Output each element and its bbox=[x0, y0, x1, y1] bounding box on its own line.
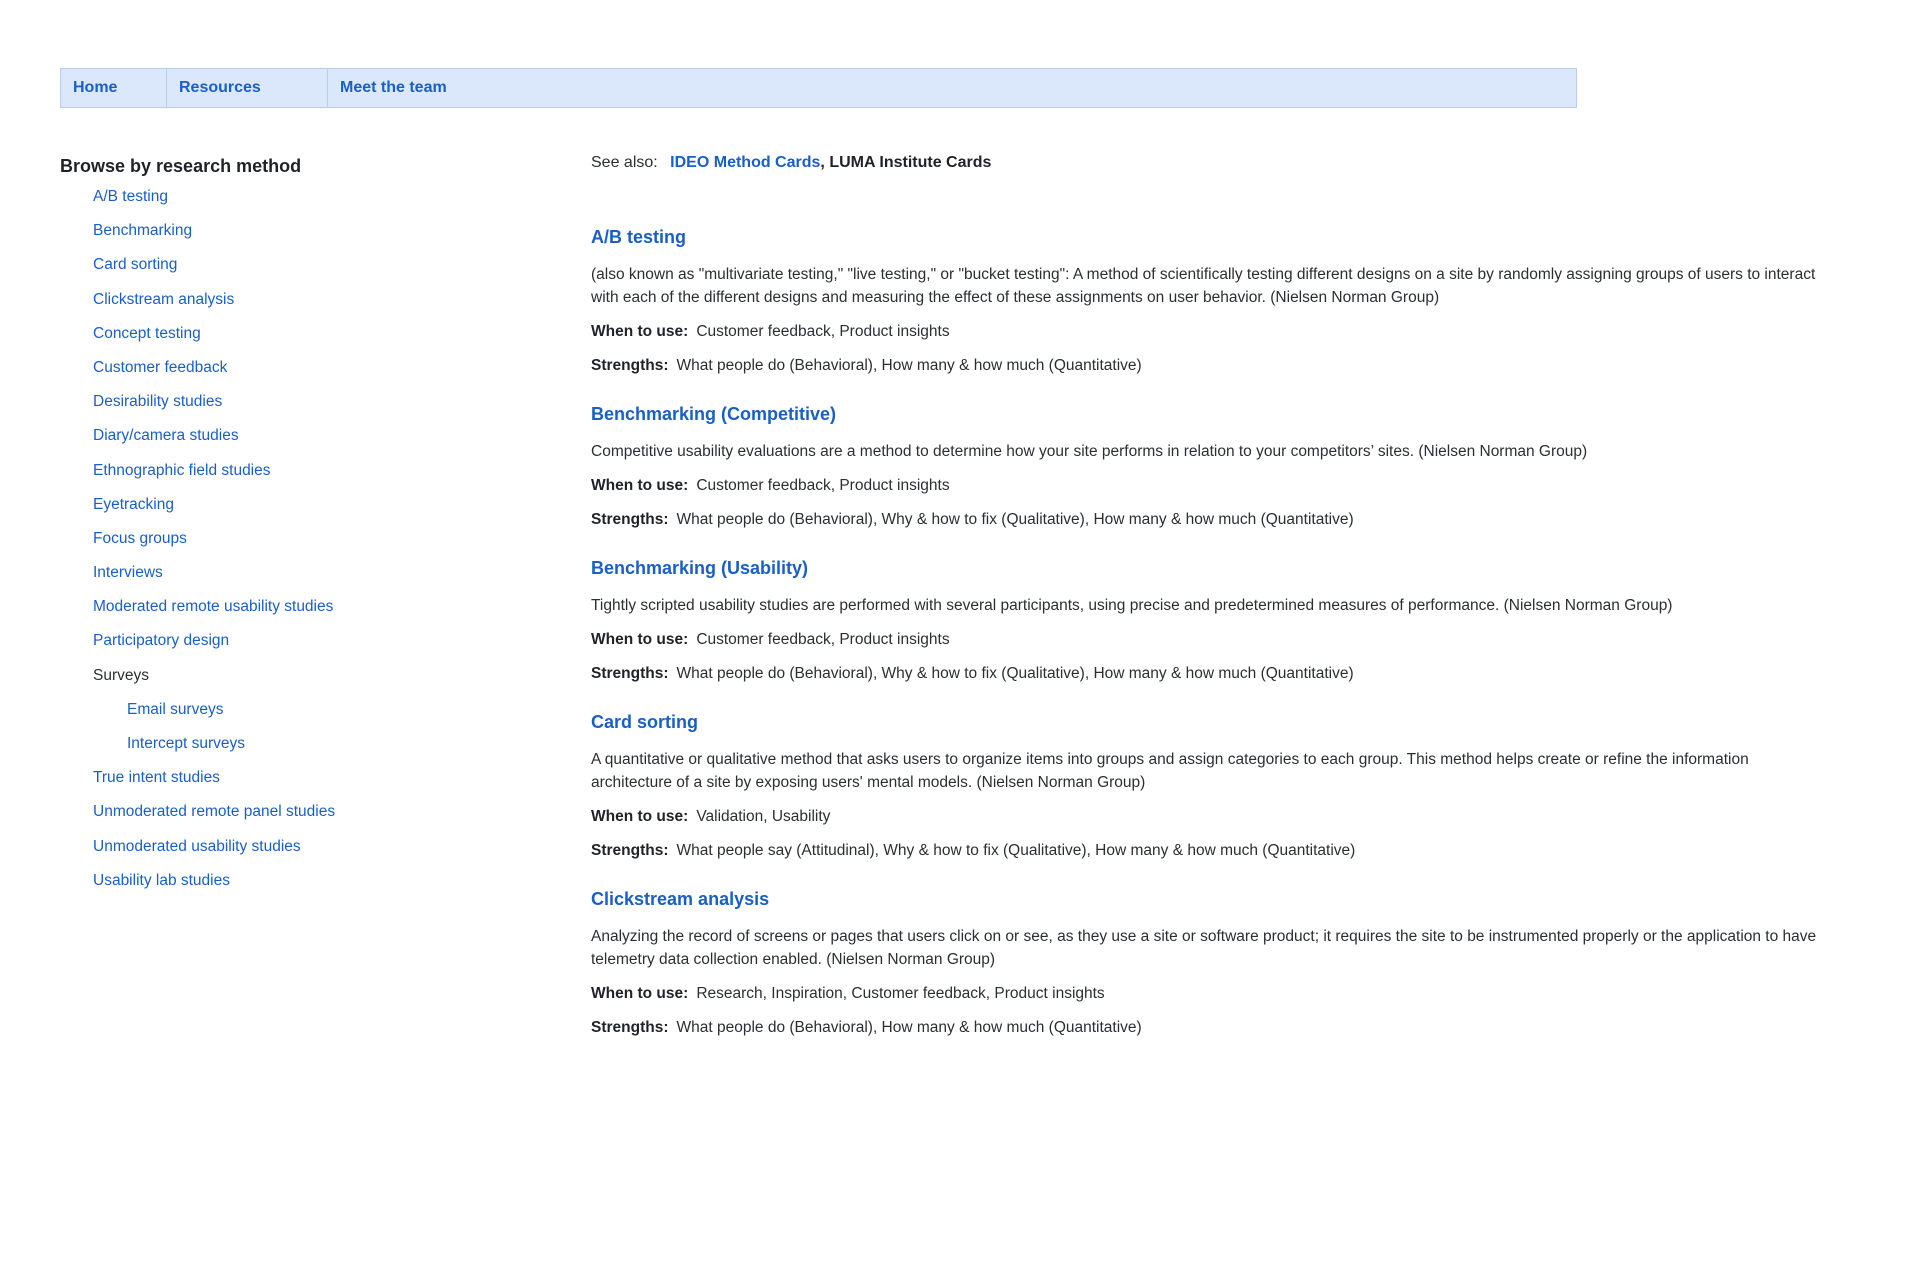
luma-institute-cards-link[interactable]: LUMA Institute Cards bbox=[829, 154, 992, 171]
sidebar-item-usability-lab-studies[interactable]: Usability lab studies bbox=[93, 871, 230, 889]
sidebar-list-row bbox=[60, 871, 500, 905]
sidebar-list-row bbox=[60, 529, 500, 563]
sidebar-item-true-intent-studies[interactable]: True intent studies bbox=[93, 769, 220, 787]
section-title[interactable]: Card sorting bbox=[591, 712, 699, 732]
when-to-use-value: Customer feedback, Product insights bbox=[696, 631, 950, 648]
section-description: Tightly scripted usability studies are performed with several participants, using precise and predetermined measures of performance. (Nielsen Norman Group) bbox=[591, 597, 1673, 614]
strengths-value: What people do (Behavioral), How many & how much (Quantitative) bbox=[676, 357, 1142, 374]
sidebar-item-moderated-remote-usability-studies[interactable]: Moderated remote usability studies bbox=[93, 598, 334, 616]
sidebar-item-eyetracking[interactable]: Eyetracking bbox=[93, 495, 174, 513]
sidebar-item-focus-groups[interactable]: Focus groups bbox=[93, 529, 187, 547]
strengths-label: Strengths: bbox=[591, 357, 669, 374]
when-to-use-value: Customer feedback, Product insights bbox=[696, 477, 950, 494]
when-to-use-row bbox=[591, 321, 1821, 343]
main-content bbox=[591, 152, 1821, 1039]
sidebar-item-diary-camera-studies[interactable]: Diary/camera studies bbox=[93, 427, 239, 445]
when-to-use-label: When to use: bbox=[591, 323, 689, 340]
sidebar-list-row bbox=[60, 597, 500, 631]
sidebar-list-row bbox=[60, 631, 500, 665]
strengths-label: Strengths: bbox=[591, 665, 669, 682]
section-title[interactable]: Clickstream analysis bbox=[591, 889, 770, 909]
sidebar-list-row bbox=[60, 563, 500, 597]
when-to-use-label: When to use: bbox=[591, 477, 689, 494]
sidebar-list-row bbox=[60, 700, 500, 734]
method-section bbox=[591, 403, 1821, 531]
see-also-separator: , bbox=[820, 154, 825, 171]
when-to-use-value: Research, Inspiration, Customer feedback, Product insights bbox=[696, 985, 1105, 1002]
sidebar-item-unmoderated-usability-studies[interactable]: Unmoderated usability studies bbox=[93, 837, 301, 855]
section-title[interactable]: Benchmarking (Usability) bbox=[591, 558, 809, 578]
top-nav bbox=[60, 68, 1577, 108]
when-to-use-row bbox=[591, 806, 1821, 828]
strengths-value: What people do (Behavioral), Why & how to fix (Qualitative), How many & how much (Quantitative) bbox=[676, 511, 1354, 528]
sidebar-list-row bbox=[60, 187, 500, 221]
sidebar-item-concept-testing[interactable]: Concept testing bbox=[93, 324, 201, 342]
when-to-use-value: Customer feedback, Product insights bbox=[696, 323, 950, 340]
sidebar-list-row bbox=[60, 290, 500, 324]
sidebar-item-interviews[interactable]: Interviews bbox=[93, 564, 163, 582]
strengths-value: What people do (Behavioral), How many & how much (Quantitative) bbox=[676, 1019, 1142, 1036]
method-sections bbox=[591, 226, 1821, 1039]
nav-resources[interactable]: Resources bbox=[167, 69, 328, 107]
sidebar-title: Browse by research method bbox=[60, 156, 302, 176]
strengths-row bbox=[591, 663, 1821, 685]
when-to-use-value: Validation, Usability bbox=[696, 808, 831, 825]
sidebar-list-row bbox=[60, 495, 500, 529]
section-title[interactable]: Benchmarking (Competitive) bbox=[591, 404, 837, 424]
sidebar-list-row bbox=[60, 666, 500, 700]
section-description: A quantitative or qualitative method that asks users to organize items into groups and assign categories to each group. This method helps create or refine the information architecture of a site by exposing users' mental models. (Nielsen Norman Group) bbox=[591, 751, 1749, 791]
when-to-use-row bbox=[591, 629, 1821, 651]
see-also-label: See also: bbox=[591, 154, 658, 171]
sidebar-item-unmoderated-remote-panel-studies[interactable]: Unmoderated remote panel studies bbox=[93, 803, 336, 821]
sidebar-item-customer-feedback[interactable]: Customer feedback bbox=[93, 358, 228, 376]
sidebar-item-clickstream-analysis[interactable]: Clickstream analysis bbox=[93, 290, 235, 308]
strengths-label: Strengths: bbox=[591, 1019, 669, 1036]
sidebar-item-intercept-surveys[interactable]: Intercept surveys bbox=[127, 735, 246, 752]
see-also bbox=[591, 152, 1821, 174]
sidebar-list-row bbox=[60, 802, 500, 836]
strengths-row bbox=[591, 1017, 1821, 1039]
sidebar-item-ethnographic-field-studies[interactable]: Ethnographic field studies bbox=[93, 461, 271, 479]
sidebar-item-benchmarking[interactable]: Benchmarking bbox=[93, 222, 193, 240]
method-section bbox=[591, 888, 1821, 1039]
sidebar-list-row bbox=[60, 358, 500, 392]
when-to-use-row bbox=[591, 983, 1821, 1005]
nav-meet-the-team[interactable]: Meet the team bbox=[340, 79, 447, 96]
sidebar-list-row bbox=[60, 461, 500, 495]
method-section bbox=[591, 557, 1821, 685]
strengths-value: What people say (Attitudinal), Why & how to fix (Qualitative), How many & how much (Quantitative) bbox=[676, 842, 1356, 859]
sidebar-list-row bbox=[60, 392, 500, 426]
sidebar-list-row bbox=[60, 426, 500, 460]
sidebar-list-row bbox=[60, 255, 500, 289]
method-list bbox=[60, 187, 500, 905]
strengths-row bbox=[591, 355, 1821, 377]
section-description: Analyzing the record of screens or pages that users click on or see, as they use a site or software product; it requires the site to be instrumented properly or the application to have telemetry data collection enabled. (Nielsen Norman Group) bbox=[591, 928, 1817, 968]
strengths-row bbox=[591, 840, 1821, 862]
sidebar bbox=[60, 155, 500, 905]
sidebar-item-email-surveys[interactable]: Email surveys bbox=[127, 700, 224, 718]
method-section bbox=[591, 711, 1821, 862]
strengths-label: Strengths: bbox=[591, 842, 669, 859]
sidebar-list-row bbox=[60, 324, 500, 358]
sidebar-list-row bbox=[60, 837, 500, 871]
sidebar-list-row bbox=[60, 734, 500, 768]
section-description: (also known as "multivariate testing," "live testing," or "bucket testing": A method of scientifically testing different designs on a site by randomly assigning groups of users to interact with each of the different designs and measuring the effect of these assignments on user behavior. (Nielsen Norman Group) bbox=[591, 266, 1816, 306]
method-section bbox=[591, 226, 1821, 377]
when-to-use-label: When to use: bbox=[591, 985, 689, 1002]
strengths-value: What people do (Behavioral), Why & how to fix (Qualitative), How many & how much (Quantitative) bbox=[676, 665, 1354, 682]
strengths-row bbox=[591, 509, 1821, 531]
when-to-use-label: When to use: bbox=[591, 631, 689, 648]
sidebar-list-row bbox=[60, 221, 500, 255]
strengths-label: Strengths: bbox=[591, 511, 669, 528]
sidebar-item-surveys: Surveys bbox=[93, 666, 149, 684]
nav-home[interactable]: Home bbox=[61, 69, 167, 107]
sidebar-item-participatory-design[interactable]: Participatory design bbox=[93, 632, 230, 650]
sidebar-list-row bbox=[60, 768, 500, 802]
sidebar-item-a-b-testing[interactable]: A/B testing bbox=[93, 188, 168, 205]
when-to-use-label: When to use: bbox=[591, 808, 689, 825]
section-title[interactable]: A/B testing bbox=[591, 227, 687, 247]
sidebar-item-card-sorting[interactable]: Card sorting bbox=[93, 256, 178, 274]
ideo-method-cards-link[interactable]: IDEO Method Cards bbox=[670, 154, 821, 171]
section-description: Competitive usability evaluations are a method to determine how your site performs in relation to your competitors’ sites. (Nielsen Norman Group) bbox=[591, 443, 1588, 460]
sidebar-item-desirability-studies[interactable]: Desirability studies bbox=[93, 393, 223, 411]
when-to-use-row bbox=[591, 475, 1821, 497]
